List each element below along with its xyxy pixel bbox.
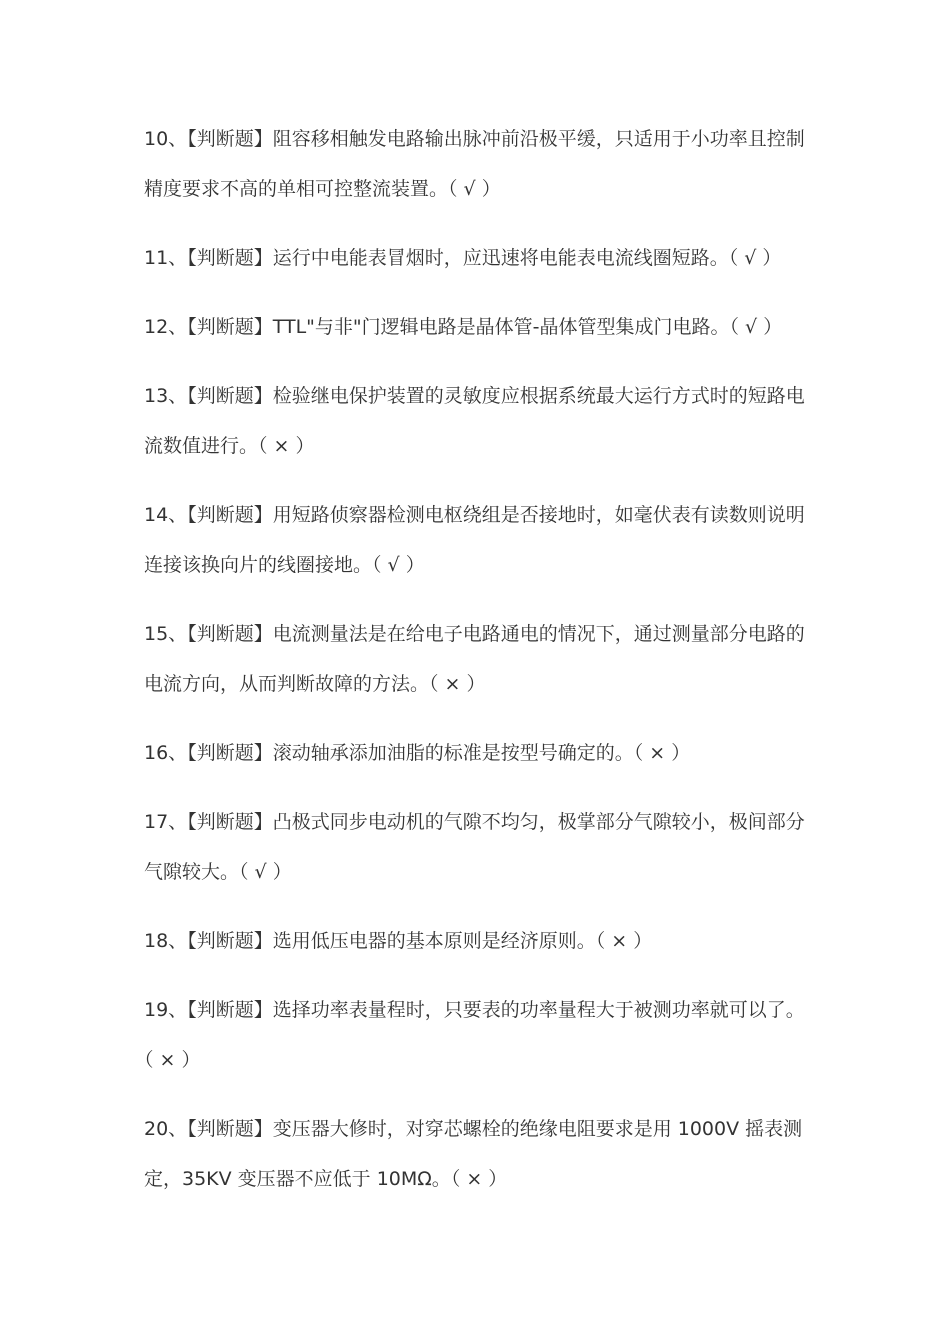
question-list bbox=[144, 114, 814, 1223]
question-answer: （ × ） bbox=[429, 673, 486, 695]
question-answer: （ √ ） bbox=[239, 861, 292, 883]
question-text: 变压器大修时，对穿芯螺栓的绝缘电阻要求是用 1000V 摇表测定，35KV 变压器不应低于 10MΩ。 bbox=[144, 1118, 803, 1190]
question-answer: （ × ） bbox=[450, 1168, 508, 1190]
question-15 bbox=[144, 609, 814, 709]
question-type: 【判断题】 bbox=[187, 999, 273, 1021]
question-text: 选择功率表量程时，只要表的功率量程大于被测功率就可以了。 bbox=[272, 999, 805, 1021]
question-10 bbox=[144, 114, 814, 214]
question-type: 【判断题】 bbox=[187, 623, 273, 645]
question-number: 14、 bbox=[144, 504, 188, 526]
question-answer: （ √ ） bbox=[448, 178, 501, 200]
question-text: 滚动轴承添加油脂的标准是按型号确定的。 bbox=[272, 742, 634, 764]
question-number: 15、 bbox=[144, 623, 188, 645]
question-number: 17、 bbox=[144, 811, 188, 833]
question-number: 10、 bbox=[144, 128, 188, 150]
question-answer: （ × ） bbox=[633, 742, 691, 764]
question-number: 19、 bbox=[144, 999, 188, 1021]
question-type: 【判断题】 bbox=[187, 504, 273, 526]
question-16 bbox=[144, 728, 814, 778]
question-answer: （ √ ） bbox=[372, 554, 425, 576]
question-text: 运行中电能表冒烟时，应迅速将电能表电流线圈短路。 bbox=[272, 247, 729, 269]
question-18 bbox=[144, 916, 814, 966]
question-11 bbox=[144, 233, 814, 283]
question-12 bbox=[144, 302, 814, 352]
question-number: 13、 bbox=[144, 385, 188, 407]
question-number: 18、 bbox=[144, 930, 188, 952]
question-17 bbox=[144, 797, 814, 897]
question-type: 【判断题】 bbox=[187, 385, 273, 407]
question-answer: （ √ ） bbox=[728, 247, 782, 269]
question-text: 凸极式同步电动机的气隙不均匀，极掌部分气隙较小，极间部分气隙较大。 bbox=[144, 811, 805, 883]
question-20 bbox=[144, 1104, 814, 1204]
question-number: 20、 bbox=[144, 1118, 188, 1140]
question-type: 【判断题】 bbox=[187, 316, 273, 338]
question-number: 12、 bbox=[144, 316, 188, 338]
question-number: 11、 bbox=[144, 247, 188, 269]
question-text: 电流测量法是在给电子电路通电的情况下，通过测量部分电路的电流方向，从而判断故障的方法。 bbox=[144, 623, 805, 695]
question-19 bbox=[144, 985, 814, 1085]
question-text: TTL"与非"门逻辑电路是晶体管-晶体管型集成门电路。 bbox=[272, 316, 730, 338]
question-text: 检验继电保护装置的灵敏度应根据系统最大运行方式时的短路电流数值进行。 bbox=[144, 385, 805, 457]
question-type: 【判断题】 bbox=[187, 247, 273, 269]
question-13 bbox=[144, 371, 814, 471]
question-type: 【判断题】 bbox=[187, 128, 273, 150]
question-answer: （ × ） bbox=[595, 930, 653, 952]
question-type: 【判断题】 bbox=[187, 1118, 273, 1140]
question-14 bbox=[144, 490, 814, 590]
question-type: 【判断题】 bbox=[187, 930, 273, 952]
question-number: 16、 bbox=[144, 742, 188, 764]
question-text: 用短路侦察器检测电枢绕组是否接地时，如毫伏表有读数则说明连接该换向片的线圈接地。 bbox=[144, 504, 805, 576]
question-text: 阻容移相触发电路输出脉冲前沿极平缓，只适用于小功率且控制精度要求不高的单相可控整流装置。 bbox=[144, 128, 805, 200]
question-answer: （ × ） bbox=[144, 1049, 201, 1071]
question-answer: （ × ） bbox=[258, 435, 315, 457]
question-text: 选用低压电器的基本原则是经济原则。 bbox=[272, 930, 596, 952]
question-answer: （ √ ） bbox=[729, 316, 783, 338]
question-type: 【判断题】 bbox=[187, 811, 273, 833]
question-type: 【判断题】 bbox=[187, 742, 273, 764]
